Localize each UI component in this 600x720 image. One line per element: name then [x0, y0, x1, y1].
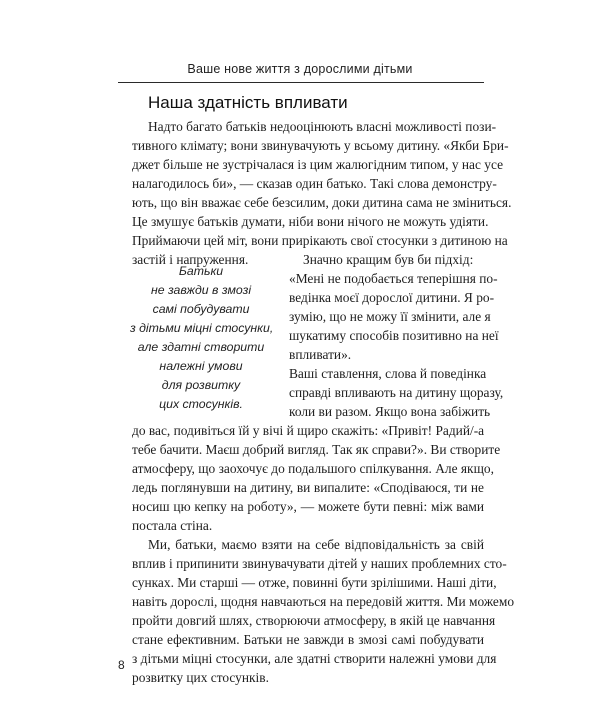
- text-line: ледь поглянувши на дитину, ви випалите: «Сподіваюся, ти не: [132, 480, 484, 495]
- text-line: Ваші ставлення, слова й поведінка: [289, 366, 487, 381]
- text-line: ють, що він вважає себе безсилим, доки дитина сама не зміниться.: [132, 195, 512, 210]
- text-line: до вас, подивіться їй у вічі й щиро скажіть: «Привіт! Радий/-а: [132, 423, 485, 438]
- paragraph-4: [132, 535, 515, 687]
- paragraph-1: [132, 117, 512, 269]
- text-line: ведінка моєї дорослої дитини. Я ро-: [289, 290, 495, 305]
- text-line: налагодилось би», — сказав один батько. Такі слова демонстру-: [132, 176, 497, 191]
- text-line: сунках. Ми старші — отже, повинні бути зрілішими. Наші діти,: [132, 575, 497, 590]
- text-line: застій і напруження.: [132, 252, 249, 267]
- pull-quote: [130, 262, 272, 414]
- text-line: зумію, що не можу її змінити, але я: [289, 309, 491, 324]
- text-line: справді впливають на дитину щоразу,: [289, 385, 504, 400]
- pull-quote-line: цих стосунків.: [159, 397, 243, 411]
- running-head: Ваше нове життя з дорослими дітьми: [187, 62, 413, 76]
- text-line: пройти довгий шлях, створюючи атмосферу, в якій це навчання: [132, 613, 496, 628]
- text-line: постала стіна.: [132, 518, 213, 533]
- text-line: Ми, батьки, маємо взяти на себе відповідальність за свій: [148, 537, 484, 552]
- text-line: Приймаючи цей міт, вони прирікають свої стосунки з дитиною на: [132, 233, 508, 248]
- text-line: впливати».: [289, 347, 352, 362]
- text-line: розвитку цих стосунків.: [132, 670, 269, 685]
- text-line: тебе бачити. Маєш добрий вигляд. Так як справи?». Ви створите: [132, 442, 501, 457]
- pull-quote-line: для розвитку: [161, 378, 241, 392]
- pull-quote-line: з дітьми міцні стосунки,: [130, 321, 274, 335]
- text-line: вплив і припинити звинувачувати дітей у наших проблемних сто-: [132, 556, 507, 571]
- text-line: коли ви разом. Якщо вона забіжить: [289, 404, 491, 419]
- pull-quote-line: Батьки: [178, 264, 224, 278]
- text-line: Це змушує батьків думати, ніби вони нічого не можуть удіяти.: [132, 214, 489, 229]
- text-line: шукатиму способів позитивно на неї: [289, 328, 499, 343]
- pull-quote-line: не завжди в змозі: [150, 283, 252, 297]
- text-line: навіть дорослі, щодня навчаються на передовій життя. Ми можемо: [132, 594, 515, 609]
- paragraph-2: [289, 250, 499, 364]
- header-rule: [118, 82, 484, 83]
- pull-quote-line: належні умови: [159, 359, 243, 373]
- text-line: атмосферу, що заохочує до подальшого спілкування. Але якщо,: [132, 461, 494, 476]
- page-number: 8: [118, 658, 125, 672]
- text-line: «Мені не подобається теперішня по-: [289, 271, 498, 286]
- text-line: джет більше не зустрічалася із цим жалюгідним типом, у нас усе: [132, 157, 504, 172]
- paragraph-3-side: [289, 364, 504, 421]
- pull-quote-line: самі побудувати: [152, 302, 250, 316]
- text-line: Надто багато батьків недооцінюють власні можливості пози-: [148, 119, 497, 134]
- paragraph-3: [132, 421, 501, 535]
- text-line: Значно кращим був би підхід:: [303, 252, 474, 267]
- text-line: тивного клімату; вони звинувачують у всьому дитину. «Якби Бри-: [132, 138, 509, 153]
- text-line: з дітьми міцні стосунки, але здатні створити належні умови для: [132, 651, 497, 666]
- text-line: стане ефективним. Батьки не завжди в змозі самі побудувати: [132, 632, 484, 647]
- text-line: носиш цю кепку на роботу», — можете бути певні: між вами: [132, 499, 484, 514]
- pull-quote-line: але здатні створити: [137, 340, 265, 354]
- section-heading: Наша здатність впливати: [148, 93, 348, 112]
